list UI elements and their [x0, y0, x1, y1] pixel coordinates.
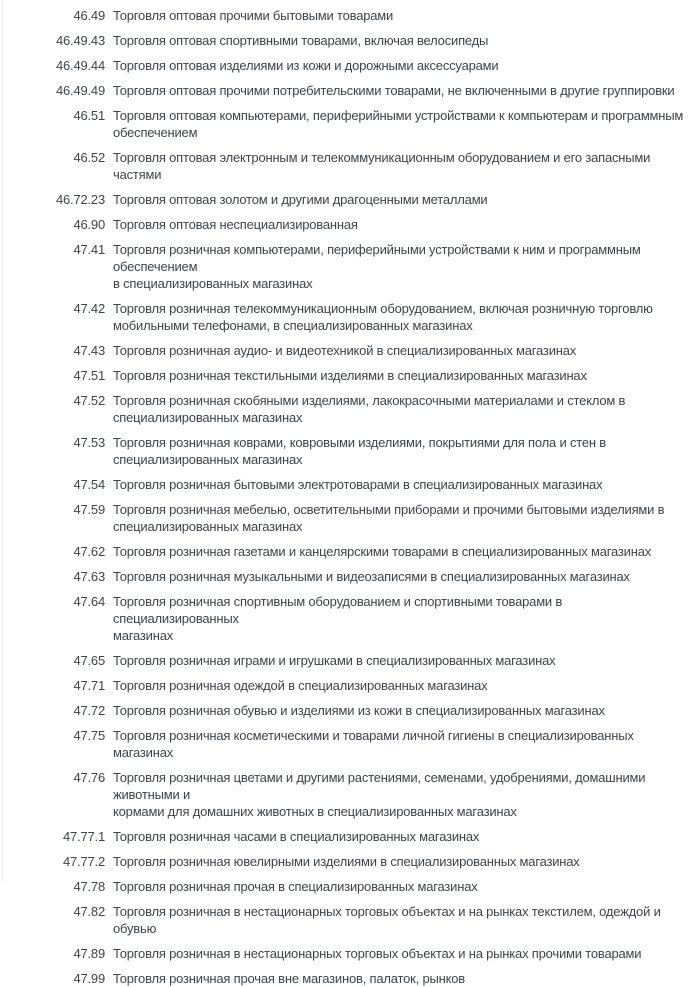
okved-description-line: обеспечением: [113, 125, 198, 140]
okved-row: [0, 878, 700, 895]
okved-code: 47.65: [73, 653, 105, 668]
okved-row: [0, 903, 700, 937]
okved-row: [0, 367, 700, 384]
okved-description: [113, 367, 689, 384]
okved-description: [113, 149, 689, 183]
okved-description-line: Торговля розничная аудио- и видеотехникой в специализированных магазинах: [113, 343, 577, 358]
okved-description-line: мобильными телефонами, в специализированных магазинах: [113, 318, 473, 333]
okved-code: 47.89: [73, 946, 105, 961]
okved-row: [0, 501, 700, 535]
okved-row: [0, 970, 700, 987]
okved-code: 47.82: [73, 904, 105, 919]
okved-description: [113, 828, 689, 845]
okved-description-line: кормами для домашних животных в специализированных магазинах: [113, 804, 517, 819]
okved-description-line: магазинах: [113, 628, 174, 643]
okved-description-line: Торговля розничная текстильными изделиями в специализированных магазинах: [113, 368, 587, 383]
okved-code: 46.49.43: [55, 33, 105, 48]
okved-code: 47.63: [73, 569, 105, 584]
okved-description: [113, 57, 689, 74]
okved-code: 47.76: [73, 770, 105, 785]
okved-code: 47.99: [73, 971, 105, 986]
okved-description-line: Торговля оптовая компьютерами, периферийными устройствами к компьютерам и программным: [113, 108, 684, 123]
okved-description: [113, 300, 689, 334]
okved-description: [113, 543, 689, 560]
okved-code: 47.77.2: [63, 854, 105, 869]
okved-description-line: Торговля розничная прочая вне магазинов, палаток, рынков: [113, 971, 466, 986]
okved-description-line: Торговля розничная музыкальными и видеозаписями в специализированных магазинах: [113, 569, 630, 584]
okved-description-line: Торговля розничная в нестационарных торговых объектах и на рынках текстилем, одеждой и обувью: [113, 904, 661, 936]
okved-description: [113, 392, 689, 426]
okved-description-line: Торговля розничная прочая в специализированных магазинах: [113, 879, 478, 894]
okved-code: 47.78: [73, 879, 105, 894]
okved-row: [0, 543, 700, 560]
okved-description-line: Торговля розничная косметическими и товарами личной гигиены в специализированных магазинах: [113, 728, 634, 760]
okved-description-line: Торговля розничная компьютерами, периферийными устройствами к ним и программным обеспечением: [113, 242, 641, 274]
okved-row: [0, 57, 700, 74]
okved-code: 47.43: [73, 343, 105, 358]
okved-description-line: специализированных магазинах: [113, 519, 303, 534]
okved-code: 47.59: [73, 502, 105, 517]
okved-row: [0, 342, 700, 359]
okved-code: 47.62: [73, 544, 105, 559]
okved-row: [0, 216, 700, 233]
okved-description-line: Торговля розничная в нестационарных торговых объектах и на рынках прочими товарами: [113, 946, 642, 961]
okved-description-line: Торговля розничная цветами и другими растениями, семенами, удобрениями, домашними животными и: [113, 770, 646, 802]
okved-description: [113, 191, 689, 208]
okved-description-line: Торговля оптовая неспециализированная: [113, 217, 358, 232]
okved-description-line: Торговля оптовая изделиями из кожи и дорожными аксессуарами: [113, 58, 499, 73]
okved-code: 47.64: [73, 594, 105, 609]
okved-description: [113, 476, 689, 493]
okved-row: [0, 677, 700, 694]
okved-description: [113, 727, 689, 761]
okved-code: 46.49: [73, 8, 105, 23]
okved-code: 47.72: [73, 703, 105, 718]
okved-description: [113, 945, 689, 962]
okved-description-line: Торговля розничная скобяными изделиями, лакокрасочными материалами и стеклом в: [113, 393, 626, 408]
okved-row: [0, 702, 700, 719]
okved-row: [0, 652, 700, 669]
okved-row: [0, 82, 700, 99]
okved-description-line: Торговля оптовая золотом и другими драгоценными металлами: [113, 192, 488, 207]
okved-description: [113, 769, 689, 820]
okved-code: 47.42: [73, 301, 105, 316]
okved-code: 47.52: [73, 393, 105, 408]
okved-row: [0, 727, 700, 761]
okved-row: [0, 392, 700, 426]
okved-code: 46.72.23: [55, 192, 105, 207]
okved-description: [113, 7, 689, 24]
okved-description: [113, 652, 689, 669]
okved-description-line: Торговля розничная одеждой в специализированных магазинах: [113, 678, 488, 693]
okved-description-line: Торговля розничная бытовыми электротоварами в специализированных магазинах: [113, 477, 603, 492]
okved-description: [113, 241, 689, 292]
okved-code: 47.75: [73, 728, 105, 743]
okved-description: [113, 434, 689, 468]
okved-code: 47.51: [73, 368, 105, 383]
okved-description-line: в специализированных магазинах: [113, 276, 313, 291]
okved-code: 47.54: [73, 477, 105, 492]
okved-description-line: Торговля розничная играми и игрушками в специализированных магазинах: [113, 653, 556, 668]
okved-description: [113, 107, 689, 141]
okved-description-line: Торговля розничная телекоммуникационным оборудованием, включая розничную торговлю: [113, 301, 653, 316]
okved-row: [0, 107, 700, 141]
okved-description-line: Торговля розничная часами в специализированных магазинах: [113, 829, 480, 844]
okved-row: [0, 568, 700, 585]
okved-description-line: Торговля оптовая спортивными товарами, включая велосипеды: [113, 33, 489, 48]
okved-row: [0, 300, 700, 334]
okved-row: [0, 476, 700, 493]
okved-row: [0, 945, 700, 962]
okved-row: [0, 853, 700, 870]
okved-description: [113, 878, 689, 895]
okved-description-line: Торговля розничная коврами, ковровыми изделиями, покрытиями для пола и стен в: [113, 435, 606, 450]
okved-description-line: специализированных магазинах: [113, 410, 303, 425]
okved-row: [0, 828, 700, 845]
okved-description: [113, 702, 689, 719]
okved-description: [113, 593, 689, 644]
okved-row: [0, 7, 700, 24]
okved-description-line: Торговля оптовая электронным и телекоммуникационным оборудованием и его запасными частями: [113, 150, 651, 182]
okved-code: 47.71: [73, 678, 105, 693]
okved-description: [113, 82, 689, 99]
okved-code: 47.53: [73, 435, 105, 450]
okved-description-line: Торговля розничная обувью и изделиями из кожи в специализированных магазинах: [113, 703, 605, 718]
okved-description: [113, 677, 689, 694]
okved-code: 46.49.44: [55, 58, 105, 73]
okved-description-line: Торговля розничная мебелью, осветительными приборами и прочими бытовыми изделиями в: [113, 502, 665, 517]
okved-description-line: Торговля розничная ювелирными изделиями в специализированных магазинах: [113, 854, 580, 869]
okved-description: [113, 501, 689, 535]
okved-row: [0, 149, 700, 183]
okved-description: [113, 342, 689, 359]
okved-description-line: Торговля розничная газетами и канцелярскими товарами в специализированных магазинах: [113, 544, 652, 559]
okved-description-line: Торговля розничная спортивным оборудованием и спортивными товарами в специализированных: [113, 594, 563, 626]
okved-code: 47.77.1: [63, 829, 105, 844]
okved-description: [113, 970, 689, 987]
okved-description-line: Торговля оптовая прочими потребительскими товарами, не включенными в другие группировки: [113, 83, 675, 98]
okved-code: 46.52: [73, 150, 105, 165]
okved-description: [113, 853, 689, 870]
okved-row: [0, 191, 700, 208]
okved-row: [0, 434, 700, 468]
left-border-line: [2, 0, 3, 882]
okved-description-line: специализированных магазинах: [113, 452, 303, 467]
okved-row: [0, 32, 700, 49]
okved-code: 46.51: [73, 108, 105, 123]
okved-code: 46.49.49: [55, 83, 105, 98]
okved-row: [0, 769, 700, 820]
okved-description: [113, 32, 689, 49]
okved-description: [113, 216, 689, 233]
okved-description-line: Торговля оптовая прочими бытовыми товарами: [113, 8, 394, 23]
okved-row: [0, 241, 700, 292]
okved-description: [113, 568, 689, 585]
okved-row: [0, 593, 700, 644]
okved-code: 46.90: [73, 217, 105, 232]
okved-code: 47.41: [73, 242, 105, 257]
okved-description: [113, 903, 689, 937]
